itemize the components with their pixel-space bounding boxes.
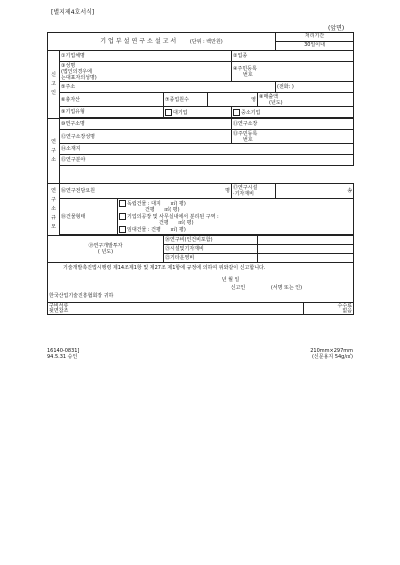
signature-label: (서명 또는 인) [270,285,303,291]
date-line: 년 월 일 [221,277,240,283]
name-field[interactable] [60,62,232,82]
page-side-label: (앞면) [328,25,345,32]
researchers-unit: 명 [225,188,230,194]
attachment-label: 구비서류 [49,302,69,309]
declaration-text: 기술개발촉진법시행령 제14조제1항 및 제27조 제1항에 규정에 의하여 위와같이 신고합니다. [63,265,266,271]
researchers-label: ⑯연구전담요원 [61,188,95,194]
plan-c-field[interactable] [164,254,258,263]
fee-value: 없음 [342,307,353,314]
equipment-unit: 송 [347,188,353,194]
assets-field[interactable] [60,93,164,107]
researchers-field[interactable] [60,184,232,199]
plan-a-value[interactable] [258,236,354,245]
fee-label: 수수료 [337,302,353,309]
form-code: 16140-0831] [47,348,80,354]
plan-label: ⑲연구개발투자 [88,243,123,249]
building-opt3-sqm: ㎡( 평) [170,227,186,233]
large-company-option[interactable] [164,107,232,118]
sales-sub: (년도) [269,99,283,106]
name-sub2: 는대표자의성명) [61,74,97,81]
form-number: [별지제4호서식] [51,9,95,16]
form-table [47,32,354,315]
company-type-field [60,107,164,118]
sme-label: 중소기업 [241,109,261,116]
employees-unit: 영 [251,96,256,103]
paper-spec: (신문용지 54g/㎡) [311,354,353,360]
sme-option[interactable] [232,107,354,118]
employees-value[interactable] [208,93,258,107]
unit-label: (단위 : 백만원) [189,38,223,45]
building-opt1b-label: 건평 [145,207,155,213]
business-type-field[interactable] [232,51,354,62]
lab-fields-label: ⑮연구분야 [61,157,86,163]
assets-label: ⑥총자산 [61,96,80,103]
name-sub1: (법인의경우에 [61,68,92,75]
declaration-cell [48,263,354,303]
lab-reg-label2: 번호 [243,136,253,143]
reg-no-label: ④주민등록 [233,65,257,72]
sme-checkbox[interactable] [233,109,240,116]
form-code-sub: 94.5.31 승인 [47,354,78,360]
lab-head-name-label: ⑫연구소장성명 [61,133,95,140]
lab-name-field[interactable] [60,119,232,130]
business-type-label: ②업종 [233,53,248,59]
plan-c-value[interactable] [258,254,354,263]
building-field [60,199,118,235]
building-opt3-checkbox[interactable] [119,226,126,233]
building-opt1-label: 독립건물 : 대지 [127,201,161,207]
form-title: 기업부설연구소설고서 [100,37,179,45]
plan-b-label: ㉑시설및기자재비 [165,246,204,252]
building-opt2-label: 기업의공장 및 사무실내에서 분리된 구역 : [127,214,219,220]
lab-location-label: ⑭소재지 [61,146,81,152]
form-title-cell [48,33,276,51]
building-option-3[interactable] [119,226,352,233]
building-opt1-sqm: ㎡( 평) [170,201,186,207]
phone-field[interactable] [276,82,354,93]
equipment-sub: ·기자재비 [233,191,254,197]
plan-c-label: ㉒기타운영비 [165,255,195,261]
paper-size: 210mm×297mm [310,348,353,354]
plan-field [48,236,164,263]
lab-head-name-field[interactable] [60,130,232,144]
equipment-label: ⑰연구시설 [233,185,258,191]
fee-cell [304,303,354,315]
building-option-2[interactable] [119,213,352,220]
scale-section-label: 연 구 소 규 모 [48,184,60,236]
equipment-field[interactable] [232,184,276,199]
attachment-cell [48,303,304,315]
lab-head-label: ⑪연구소장 [233,121,258,127]
spacer [60,166,354,184]
applicant-section-label: 신 고 인 [48,51,60,119]
plan-b-value[interactable] [258,245,354,254]
lab-name-label: ⑩연구소명 [61,121,85,127]
sales-label: ⑧매출액 [259,93,278,100]
large-company-label: 대기업 [173,109,188,116]
name-label: ③성명 [61,62,76,69]
processing-cell [276,33,354,51]
building-opt1b-sqm: ㎡( 평) [164,207,180,213]
employees-field[interactable] [164,93,208,107]
building-options [118,199,354,235]
attachment-sub: 뒷면참조 [49,307,69,314]
lab-head-field[interactable] [232,119,354,130]
building-label: ⑱건물형태 [61,213,86,220]
declarant-line [49,285,352,291]
lab-location-field[interactable] [60,144,354,155]
lab-section-label: 연 구 소 [48,119,60,184]
building-opt3-label: 임대건물 : 건평 [127,227,161,233]
lab-reg-field[interactable] [232,130,354,144]
company-type-label: ⑨기업유형 [61,109,85,115]
reg-no-field[interactable] [232,62,354,82]
lab-reg-label: ⑬주민등록 [233,130,258,137]
sales-field[interactable] [258,93,354,107]
reg-no-label2: 번호 [243,71,253,78]
building-opt2-checkbox[interactable] [119,213,126,220]
plan-year: ( 년도) [97,249,114,255]
large-company-checkbox[interactable] [165,109,172,116]
employees-label: ⑦종업원수 [165,96,189,103]
processing-label: 처리기간 [276,33,353,42]
building-option-1[interactable] [119,200,352,207]
report-form [47,32,353,360]
address-label: ⑤주소 [61,84,76,90]
company-name-label: ①기업체명 [61,53,85,59]
processing-value: 30일이내 [304,42,325,48]
plan-b-field[interactable] [164,245,258,254]
building-opt1-checkbox[interactable] [119,200,126,207]
plan-a-label: ⑳연구비(인건비포함) [165,237,213,243]
company-name-field[interactable] [60,51,232,62]
building-opt2b-sqm: ㎡( 평) [178,220,194,226]
recipient-label: 한국산업기술진흥협회장 귀하 [49,293,114,299]
declarant-label: 신고인 [230,285,246,291]
address-field[interactable] [60,82,276,93]
phone-label: (전화: ) [277,84,294,90]
equipment-value[interactable] [276,184,354,199]
lab-fields-field[interactable] [60,155,354,166]
plan-a-field[interactable] [164,236,258,245]
building-opt2b-label: 건평 [159,220,169,226]
